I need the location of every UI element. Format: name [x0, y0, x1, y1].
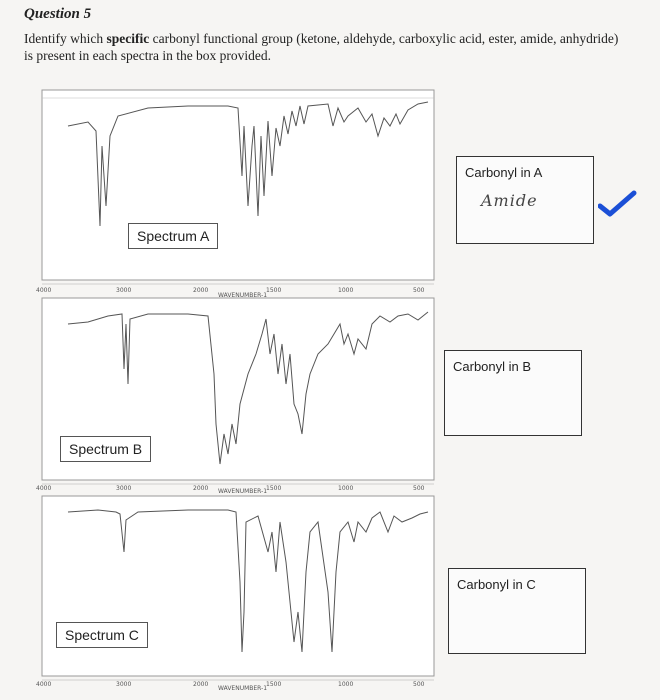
tick-label: 1000 — [338, 287, 354, 294]
tick-label: 3000 — [116, 485, 132, 492]
spectrum-a-label: Spectrum A — [128, 223, 218, 249]
tick-label: 4000 — [36, 287, 52, 294]
spectrum-c-axis — [36, 680, 434, 692]
axis-caption: WAVENUMBER-1 — [218, 685, 268, 692]
tick-label: 1500 — [266, 485, 282, 492]
axis-caption: WAVENUMBER-1 — [218, 488, 268, 494]
tick-label: 1000 — [338, 681, 354, 688]
tick-label: 1500 — [266, 681, 282, 688]
axis-caption: WAVENUMBER-1 — [218, 292, 268, 298]
spectrum-c-label: Spectrum C — [56, 622, 148, 648]
tick-label: 2000 — [193, 485, 209, 492]
answer-label-b: Carbonyl in B — [453, 359, 532, 374]
answer-label-c: Carbonyl in C — [457, 577, 536, 592]
tick-label: 500 — [413, 287, 425, 294]
prompt-emphasis: specific — [106, 31, 150, 46]
spectrum-c-plot — [28, 492, 438, 692]
tick-label: 1000 — [338, 485, 354, 492]
answer-box-a[interactable] — [456, 156, 594, 244]
answer-value-a: Amide — [481, 191, 538, 210]
tick-label: 500 — [413, 485, 425, 492]
spectrum-b-label: Spectrum B — [60, 436, 151, 462]
tick-label: 2000 — [193, 287, 209, 294]
question-prompt: Identify which specific carbonyl functional group (ketone, aldehyde, carboxylic acid, ester, amide, anhydride) is present in each spectra in the box provided. — [24, 31, 619, 63]
tick-label: 2000 — [193, 681, 209, 688]
spectrum-b-plot — [28, 294, 438, 494]
answer-box-b[interactable] — [444, 350, 582, 436]
spectrum-c — [28, 492, 438, 692]
question-title: Question 5 — [24, 6, 92, 22]
tick-label: 4000 — [36, 681, 52, 688]
answer-label-a: Carbonyl in A — [465, 165, 543, 180]
spectrum-a-plot — [28, 86, 438, 298]
answer-box-c[interactable] — [448, 568, 586, 654]
tick-label: 3000 — [116, 287, 132, 294]
tick-label: 4000 — [36, 485, 52, 492]
spectrum-a — [28, 86, 438, 298]
tick-label: 3000 — [116, 681, 132, 688]
tick-label: 1500 — [266, 287, 282, 294]
check-mark-icon — [598, 190, 638, 218]
tick-label: 500 — [413, 681, 425, 688]
spectrum-b — [28, 294, 438, 494]
